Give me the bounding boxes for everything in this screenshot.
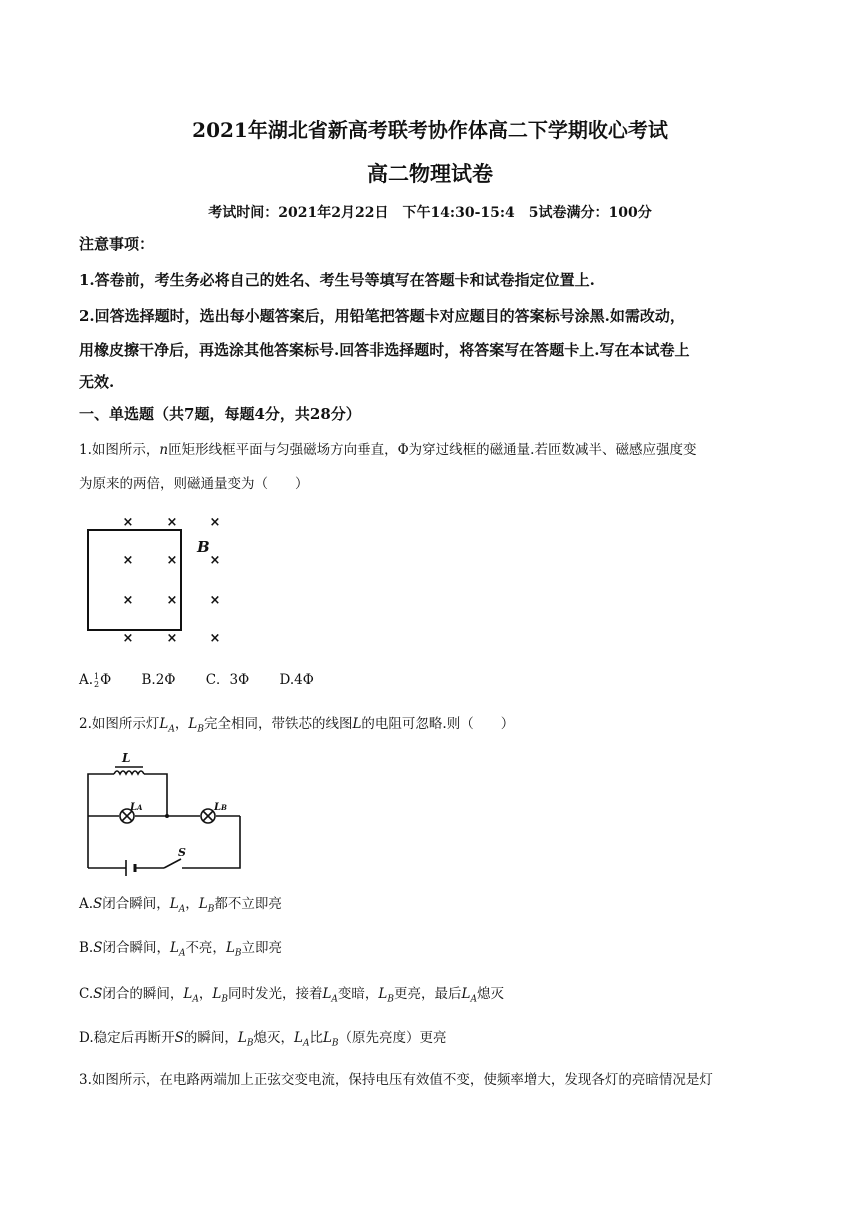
- exam-subtitle: 高二物理试卷: [367, 161, 493, 186]
- svg-text:×: ×: [122, 515, 134, 530]
- svg-text:×: ×: [209, 631, 221, 646]
- notice-item-2-line-2: 用橡皮擦干净后，再选涂其他答案标号.回答非选择题时，将答案写在答题卡上.写在本试卷上: [79, 341, 690, 359]
- svg-text:×: ×: [122, 553, 134, 568]
- notice-heading: 注意事项：: [79, 235, 155, 253]
- svg-text:×: ×: [166, 631, 178, 646]
- field-cross-marks: [123, 515, 221, 646]
- notice-item-2-line-1: 2.回答选择题时，选出每小题答案后，用铅笔把答题卡对应题目的答案标号涂黑.如需改动，: [79, 307, 685, 325]
- svg-text:×: ×: [166, 553, 178, 568]
- svg-text:×: ×: [209, 515, 221, 530]
- circuit-wires: [88, 767, 240, 876]
- field-label-b: B: [197, 538, 210, 556]
- q2-option-d: D.稳定后再断开S的瞬间，$L_B$熄灭，$L_A$比$L_B$（原先亮度）更亮: [79, 1030, 447, 1049]
- q1-stem-line-2: 为原来的两倍，则磁通量变为（ ）: [79, 476, 309, 492]
- junction-dot: [165, 814, 169, 818]
- label-switch: S: [178, 846, 186, 859]
- svg-text:×: ×: [166, 593, 178, 608]
- label-lamp-b: LB: [214, 802, 227, 813]
- q1-stem-line-1: 1.如图所示，n匝矩形线框平面与匀强磁场方向垂直，Φ为穿过线框的磁通量.若匝数减半、磁感应强度变: [79, 442, 697, 458]
- svg-text:×: ×: [122, 631, 134, 646]
- exam-meta: 考试时间：2021年2月22日 下午14:30-15:4 5试卷满分：100分: [208, 205, 652, 221]
- q3-stem-line-1: 3.如图所示，在电路两端加上正弦交变电流，保持电压有效值不变，使频率增大，发现各灯的亮暗情况是灯: [79, 1072, 713, 1088]
- exam-title: 2021年湖北省新高考联考协作体高二下学期收心考试: [192, 118, 668, 142]
- q2-circuit-figure: [80, 746, 250, 876]
- notice-item-2-line-3: 无效.: [79, 373, 115, 391]
- q2-option-b: B.S闭合瞬间，$L_A$不亮，$L_B$立即亮: [79, 940, 283, 959]
- q2-stem: 2.如图所示灯$L_A$，$L_B$完全相同，带铁芯的线图L的电阻可忽略.则（ ）: [79, 716, 515, 735]
- label-lamp-a: LA: [130, 802, 143, 813]
- svg-text:×: ×: [166, 515, 178, 530]
- section-heading: 一、单选题（共7题，每题4分，共28分）: [79, 405, 361, 423]
- switch-s: [164, 859, 181, 868]
- q2-option-c: C.S闭合的瞬间，$L_A$，$L_B$同时发光，接着$L_A$变暗，$L_B$更亮，最后$L_A$熄灭: [79, 986, 504, 1005]
- q2-option-a: A.S闭合瞬间，$L_A$，$L_B$都不立即亮: [79, 896, 282, 915]
- svg-text:×: ×: [209, 553, 221, 568]
- notice-item-1: 1.答卷前，考生务必将自己的姓名、考生号等填写在答题卡和试卷指定位置上.: [79, 271, 595, 289]
- coil-frame: [88, 530, 181, 630]
- label-inductor: L: [122, 751, 131, 765]
- q1-options: A. 1 2 Φ B.2Φ C．3Φ D.4Φ: [79, 671, 314, 689]
- svg-text:×: ×: [209, 593, 221, 608]
- svg-text:×: ×: [122, 593, 134, 608]
- inductor-coil: [114, 771, 144, 774]
- q1-magnetic-field-figure: [80, 508, 240, 648]
